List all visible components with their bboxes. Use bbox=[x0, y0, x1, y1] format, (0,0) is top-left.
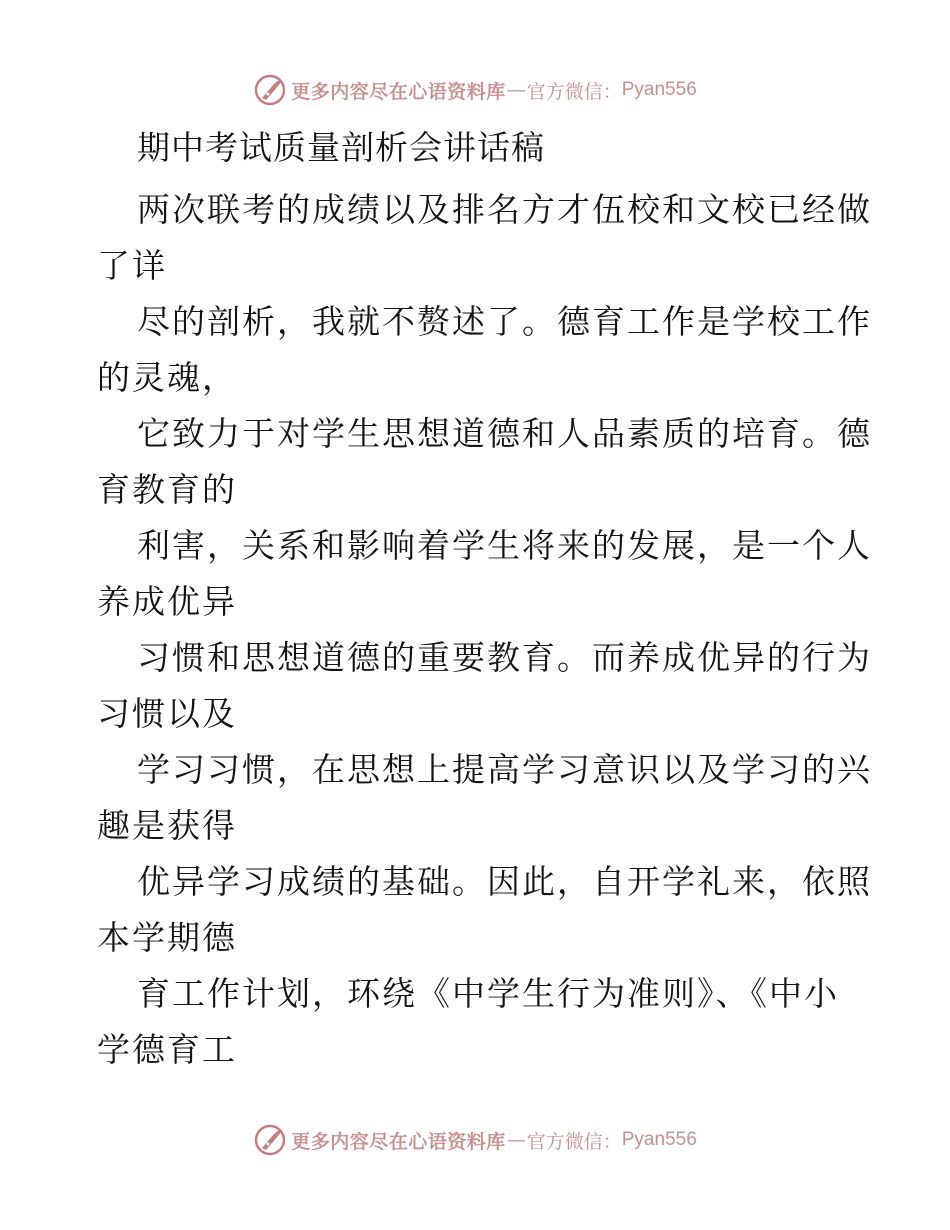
body-line: 尽的剖析，我就不赘述了。德育工作是学校工作 bbox=[137, 302, 872, 341]
wechat-id: Pyan556 bbox=[621, 1129, 697, 1150]
body-line: 本学期德 bbox=[97, 918, 237, 957]
body-line: 育教育的 bbox=[97, 470, 237, 509]
promo-text: 更多内容尽在心语资料库 bbox=[291, 80, 506, 103]
body-line: 的灵魂， bbox=[97, 358, 237, 397]
wechat-label: 官方微信： bbox=[526, 80, 622, 103]
body-line: 学德育工 bbox=[97, 1030, 237, 1069]
pen-nib-logo-icon bbox=[253, 73, 287, 107]
wechat-label: 官方微信： bbox=[526, 1130, 622, 1153]
banner-separator: — bbox=[506, 79, 526, 101]
body-line: 养成优异 bbox=[97, 582, 237, 621]
body-line: 习惯以及 bbox=[97, 694, 237, 733]
banner-separator: — bbox=[506, 1129, 526, 1151]
body-line: 优异学习成绩的基础。因此，自开学礼来，依照 bbox=[137, 862, 872, 901]
body-line: 趣是获得 bbox=[97, 806, 237, 845]
body-line: 习惯和思想道德的重要教育。而养成优异的行为 bbox=[137, 638, 872, 677]
document-body bbox=[0, 182, 950, 1078]
body-line: 它致力于对学生思想道德和人品素质的培育。德 bbox=[137, 414, 872, 453]
body-line: 两次联考的成绩以及排名方才伍校和文校已经做 bbox=[137, 190, 872, 229]
promo-text: 更多内容尽在心语资料库 bbox=[291, 1130, 506, 1153]
body-line: 育工作计划，环绕《中学生行为准则》、《中小 bbox=[137, 974, 839, 1013]
header-banner bbox=[0, 70, 950, 110]
body-line: 利害，关系和影响着学生将来的发展，是一个人 bbox=[137, 526, 872, 565]
footer-banner bbox=[0, 1120, 950, 1160]
pen-nib-logo-icon bbox=[253, 1123, 287, 1157]
wechat-id: Pyan556 bbox=[621, 79, 697, 100]
body-line: 学习习惯，在思想上提高学习意识以及学习的兴 bbox=[137, 750, 872, 789]
body-line: 了详 bbox=[97, 246, 167, 285]
document-title: 期中考试质量剖析会讲话稿 bbox=[137, 128, 545, 167]
